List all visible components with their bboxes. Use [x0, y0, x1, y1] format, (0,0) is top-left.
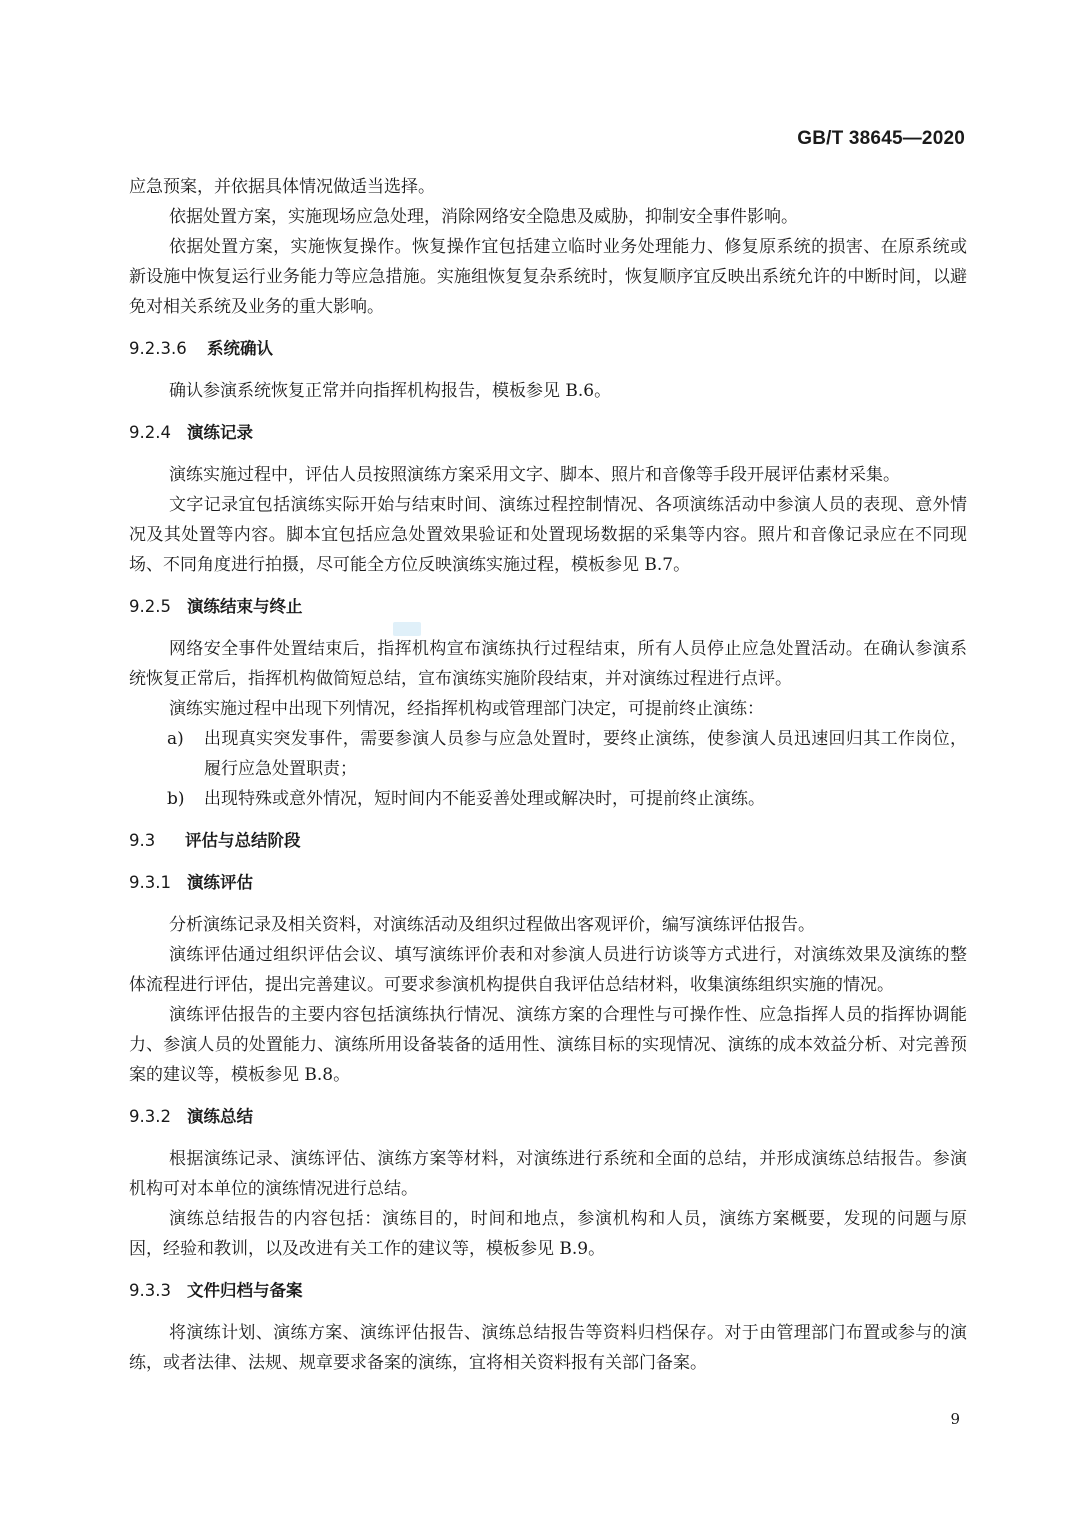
- section-title: 文件归档与备案: [187, 1281, 303, 1300]
- section-title: 系统确认: [207, 339, 273, 358]
- section-title: 演练评估: [187, 873, 253, 892]
- section-title: 演练总结: [187, 1107, 253, 1126]
- page-number: 9: [950, 1410, 960, 1428]
- list-item-text: 出现真实突发事件，需要参演人员参与应急处置时，要终止演练，使参演人员迅速回归其工作岗位，履行应急处置职责；: [204, 729, 967, 779]
- paragraph: 确认参演系统恢复正常并向指挥机构报告，模板参见 B.6。: [169, 381, 612, 401]
- standard-code: GB/T 38645—2020: [797, 128, 965, 149]
- section-heading: [129, 1276, 967, 1306]
- section-title: 演练结束与终止: [187, 597, 303, 616]
- section-number: 9.3.3: [129, 1281, 171, 1300]
- list-item: [129, 784, 967, 814]
- paragraph: 根据演练记录、演练评估、演练方案等材料，对演练进行系统和全面的总结，并形成演练总结报告。参演机构可对本单位的演练情况进行总结。: [129, 1149, 967, 1199]
- section-title: 评估与总结阶段: [185, 831, 301, 850]
- paragraph: 演练实施过程中，评估人员按照演练方案采用文字、脚本、照片和音像等手段开展评估素材采集。: [169, 465, 900, 485]
- section-number: 9.2.3.6: [129, 339, 187, 358]
- section-heading: [129, 334, 967, 364]
- paragraph: 网络安全事件处置结束后，指挥机构宣布演练执行过程结束，所有人员停止应急处置活动。在确认参演系统恢复正常后，指挥机构做简短总结，宣布演练实施阶段结束，并对演练过程进行点评。: [129, 639, 967, 689]
- paragraph: 演练评估报告的主要内容包括演练执行情况、演练方案的合理性与可操作性、应急指挥人员的指挥协调能力、参演人员的处置能力、演练所用设备装备的适用性、演练目标的实现情况、演练的成本效益分析、对完善预案的建议等，模板参见 B.8。: [129, 1005, 967, 1085]
- paragraph: 演练总结报告的内容包括：演练目的，时间和地点，参演机构和人员，演练方案概要，发现的问题与原因，经验和教训，以及改进有关工作的建议等，模板参见 B.9。: [129, 1209, 967, 1259]
- section-heading: [129, 1102, 967, 1132]
- section-number: 9.3.1: [129, 873, 171, 892]
- section-heading: [129, 592, 967, 622]
- section-heading: [129, 826, 967, 856]
- paragraph: 文字记录宜包括演练实际开始与结束时间、演练过程控制情况、各项演练活动中参演人员的表现、意外情况及其处置等内容。脚本宜包括应急处置效果验证和处置现场数据的采集等内容。照片和音像记录应在不同现场、不同角度进行拍摄，尽可能全方位反映演练实施过程，模板参见 B.7。: [129, 495, 967, 575]
- section-number: 9.2.5: [129, 597, 171, 616]
- document-body: [129, 172, 967, 1378]
- paragraph: 分析演练记录及相关资料，对演练活动及组织过程做出客观评价，编写演练评估报告。: [169, 915, 815, 935]
- paragraph: 将演练计划、演练方案、演练评估报告、演练总结报告等资料归档保存。对于由管理部门布置或参与的演练，或者法律、法规、规章要求备案的演练，宜将相关资料报有关部门备案。: [129, 1323, 967, 1373]
- paragraph: 依据处置方案，实施恢复操作。恢复操作宜包括建立临时业务处理能力、修复原系统的损害、在原系统或新设施中恢复运行业务能力等应急措施。实施组恢复复杂系统时，恢复顺序宜反映出系统允许的中断时间，以避免对相关系统及业务的重大影响。: [129, 237, 967, 317]
- list-item-text: 出现特殊或意外情况，短时间内不能妥善处理或解决时，可提前终止演练。: [204, 789, 765, 809]
- list-marker: a): [167, 729, 184, 749]
- section-heading: [129, 418, 967, 448]
- paragraph: 演练评估通过组织评估会议、填写演练评价表和对参演人员进行访谈等方式进行，对演练效果及演练的整体流程进行评估，提出完善建议。可要求参演机构提供自我评估总结材料，收集演练组织实施的情况。: [129, 945, 967, 995]
- section-number: 9.3: [129, 831, 156, 850]
- section-number: 9.3.2: [129, 1107, 171, 1126]
- section-number: 9.2.4: [129, 423, 171, 442]
- paragraph: 依据处置方案，实施现场应急处理，消除网络安全隐患及威胁，抑制安全事件影响。: [169, 207, 798, 227]
- list-marker: b): [167, 789, 185, 809]
- section-heading: [129, 868, 967, 898]
- paragraph: 应急预案，并依据具体情况做适当选择。: [129, 177, 435, 197]
- list-item: [129, 724, 967, 784]
- section-title: 演练记录: [187, 423, 253, 442]
- paragraph: 演练实施过程中出现下列情况，经指挥机构或管理部门决定，可提前终止演练：: [169, 699, 764, 719]
